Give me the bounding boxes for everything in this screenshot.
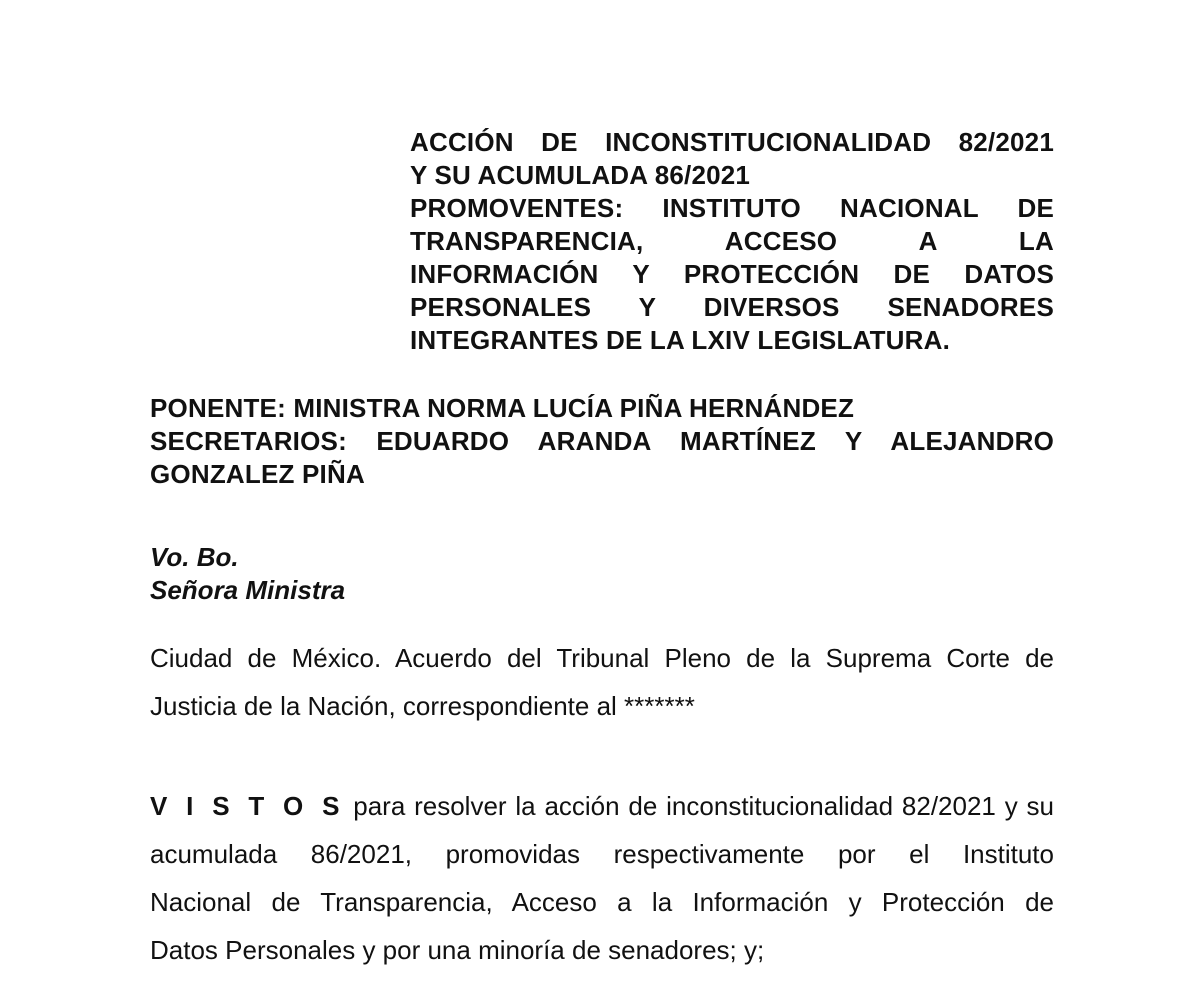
paragraph-line: Datos Personales y por una minoría de senadores; y; xyxy=(150,935,765,965)
ponente-block xyxy=(150,392,1054,491)
vistos-paragraph xyxy=(150,782,1054,974)
intro-paragraph xyxy=(150,634,1054,730)
paragraph-line: Ciudad de México. Acuerdo del Tribunal Pleno de la Suprema Corte de xyxy=(150,643,1054,673)
case-header-line: TRANSPARENCIA, ACCESO A LA xyxy=(410,226,1054,256)
secretarios-line-continued: GONZALEZ PIÑA xyxy=(150,459,365,489)
case-header xyxy=(410,126,1054,357)
secretarios-line: SECRETARIOS: EDUARDO ARANDA MARTÍNEZ Y ALEJANDRO xyxy=(150,426,1054,456)
case-header-line: PROMOVENTES: INSTITUTO NACIONAL DE xyxy=(410,193,1054,223)
case-header-line: INFORMACIÓN Y PROTECCIÓN DE DATOS xyxy=(410,259,1054,289)
ponente-line: PONENTE: MINISTRA NORMA LUCÍA PIÑA HERNÁNDEZ xyxy=(150,393,855,423)
case-header-line: Y SU ACUMULADA 86/2021 xyxy=(410,160,751,190)
case-header-line: ACCIÓN DE INCONSTITUCIONALIDAD 82/2021 xyxy=(410,127,1054,157)
approval-block xyxy=(150,541,345,607)
paragraph-line: acumulada 86/2021, promovidas respectivamente por el Instituto xyxy=(150,839,1054,869)
vistos-line-text: para resolver la acción de inconstitucionalidad 82/2021 y su xyxy=(344,791,1054,821)
approval-vobo: Vo. Bo. xyxy=(150,542,239,572)
case-header-line: PERSONALES Y DIVERSOS SENADORES xyxy=(410,292,1054,322)
paragraph-line: Justicia de la Nación, correspondiente al ******* xyxy=(150,691,695,721)
paragraph-line xyxy=(150,782,1054,830)
vistos-keyword: V I S T O S xyxy=(150,791,345,821)
paragraph-line: Nacional de Transparencia, Acceso a la Información y Protección de xyxy=(150,887,1054,917)
approval-title: Señora Ministra xyxy=(150,575,346,605)
case-header-line: INTEGRANTES DE LA LXIV LEGISLATURA. xyxy=(410,325,951,355)
